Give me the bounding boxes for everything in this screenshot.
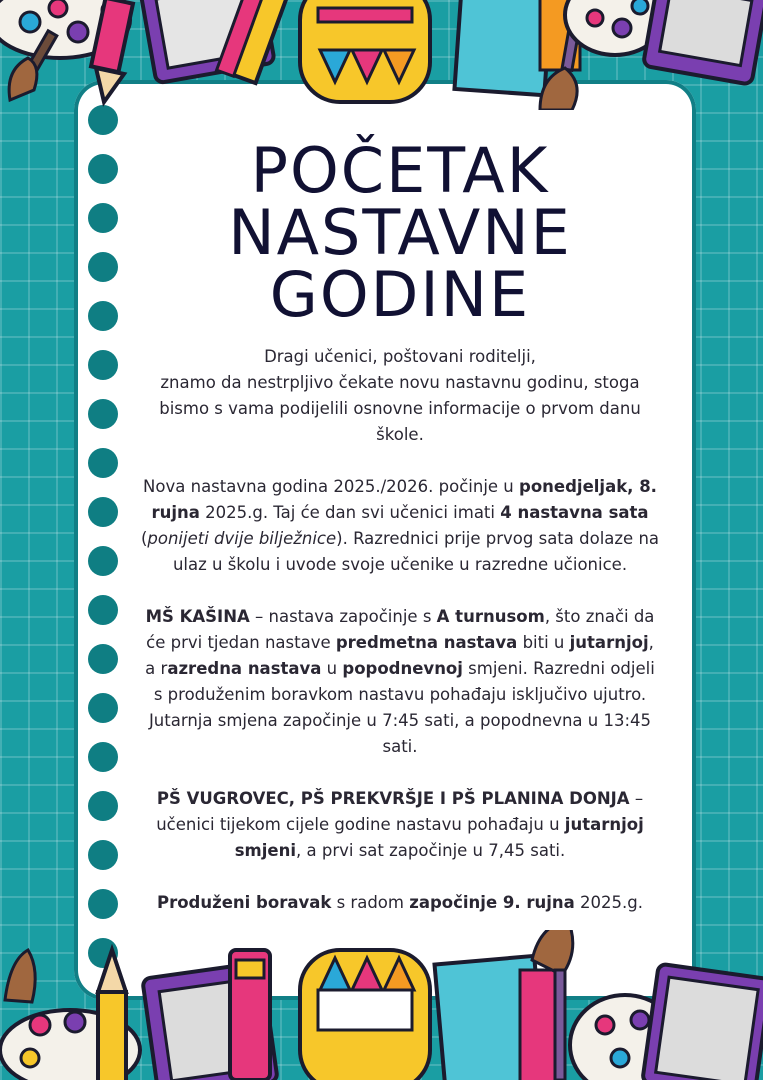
text: , a r	[145, 633, 654, 678]
tablet-icon	[642, 964, 763, 1080]
text: u	[321, 659, 343, 678]
pencil-case-icon	[300, 950, 430, 1080]
spiral-hole	[88, 840, 118, 870]
morning-shift: jutarnjoj	[569, 633, 649, 652]
top-school-supplies-decoration	[0, 0, 763, 110]
extended-stay-paragraph	[140, 890, 660, 916]
spiral-hole	[88, 301, 118, 331]
branch-schools-paragraph	[140, 786, 660, 864]
morning-shift: jutarnjoj smjeni	[234, 815, 644, 860]
spiral-hole	[88, 791, 118, 821]
text: smjeni. Razredni odjeli s produženim boravkom nastavu pohađaju isključivo ujutro. Jutarnja smjena započinje u 7:45 sati, a popodnevna u 13:45 sati.	[148, 659, 655, 756]
tablet-icon	[643, 0, 763, 85]
spiral-hole	[88, 546, 118, 576]
shift-highlight: A turnusom	[436, 607, 545, 626]
spiral-hole	[88, 350, 118, 380]
spiral-hole	[88, 693, 118, 723]
subject-teaching: predmetna nastava	[335, 633, 518, 652]
text: – nastava započinje s	[249, 607, 437, 626]
spiral-hole	[88, 644, 118, 674]
text: ). Razrednici prije prvog sata dolaze na ulaz u školu i uvode svoje učenike u razredne učionice.	[172, 529, 660, 574]
notebook-icon	[435, 956, 560, 1080]
intro-text: znamo da nestrpljivo čekate novu nastavnu godinu, stoga bismo s vama podijelili osnovne informacije o prvom danu škole.	[159, 373, 641, 444]
spiral-hole	[88, 742, 118, 772]
pencil-case-icon	[300, 0, 430, 102]
greeting-text: Dragi učenici, poštovani roditelji,	[264, 347, 536, 366]
start-date: ponedjeljak, 8. rujna	[151, 477, 657, 522]
spiral-holes	[88, 105, 120, 965]
text: – učenici tijekom cijele godine nastavu pohađaju u	[156, 789, 644, 834]
intro-paragraph	[140, 344, 660, 448]
text: , a prvi sat započinje u 7,45 sati.	[296, 841, 566, 860]
title-line: POČETAK	[250, 134, 550, 207]
school-name: MŠ KAŠINA	[145, 607, 250, 626]
text: biti u	[517, 633, 570, 652]
class-teaching: azredna nastava	[167, 659, 322, 678]
pencil-icon	[98, 950, 126, 1080]
text: Nova nastavna godina 2025./2026. počinje u	[143, 477, 520, 496]
announcement-content	[140, 134, 660, 942]
spiral-hole	[88, 203, 118, 233]
spiral-hole	[88, 889, 118, 919]
afternoon-shift: popodnevnoj	[342, 659, 463, 678]
bring-note: ponijeti dvije bilježnice	[147, 529, 337, 548]
spiral-hole	[88, 252, 118, 282]
text: (	[140, 529, 148, 548]
extended-stay-date: započinje 9. rujna	[409, 893, 575, 912]
extended-stay-label: Produženi boravak	[156, 893, 332, 912]
title-line: GODINE	[269, 258, 531, 331]
lesson-count: 4 nastavna sata	[500, 503, 649, 522]
paintbrush-icon	[5, 950, 35, 1002]
spiral-hole	[88, 497, 118, 527]
bottom-school-supplies-decoration	[0, 930, 763, 1080]
spiral-hole	[88, 399, 118, 429]
title-line: NASTAVNE	[228, 196, 572, 269]
text: , što znači da će prvi tjedan nastave	[146, 607, 655, 652]
spiral-hole	[88, 154, 118, 184]
text: s radom	[331, 893, 410, 912]
ms-kasina-paragraph	[140, 604, 660, 760]
page-title	[140, 134, 660, 331]
spiral-hole	[88, 448, 118, 478]
text: 2025.g. Taj će dan svi učenici imati	[199, 503, 501, 522]
school-names: PŠ VUGROVEC, PŠ PREKVRŠJE I PŠ PLANINA DONJA	[156, 789, 630, 808]
spiral-hole	[88, 595, 118, 625]
text: 2025.g.	[574, 893, 643, 912]
marker-icon	[230, 950, 270, 1080]
first-day-paragraph	[140, 474, 660, 578]
